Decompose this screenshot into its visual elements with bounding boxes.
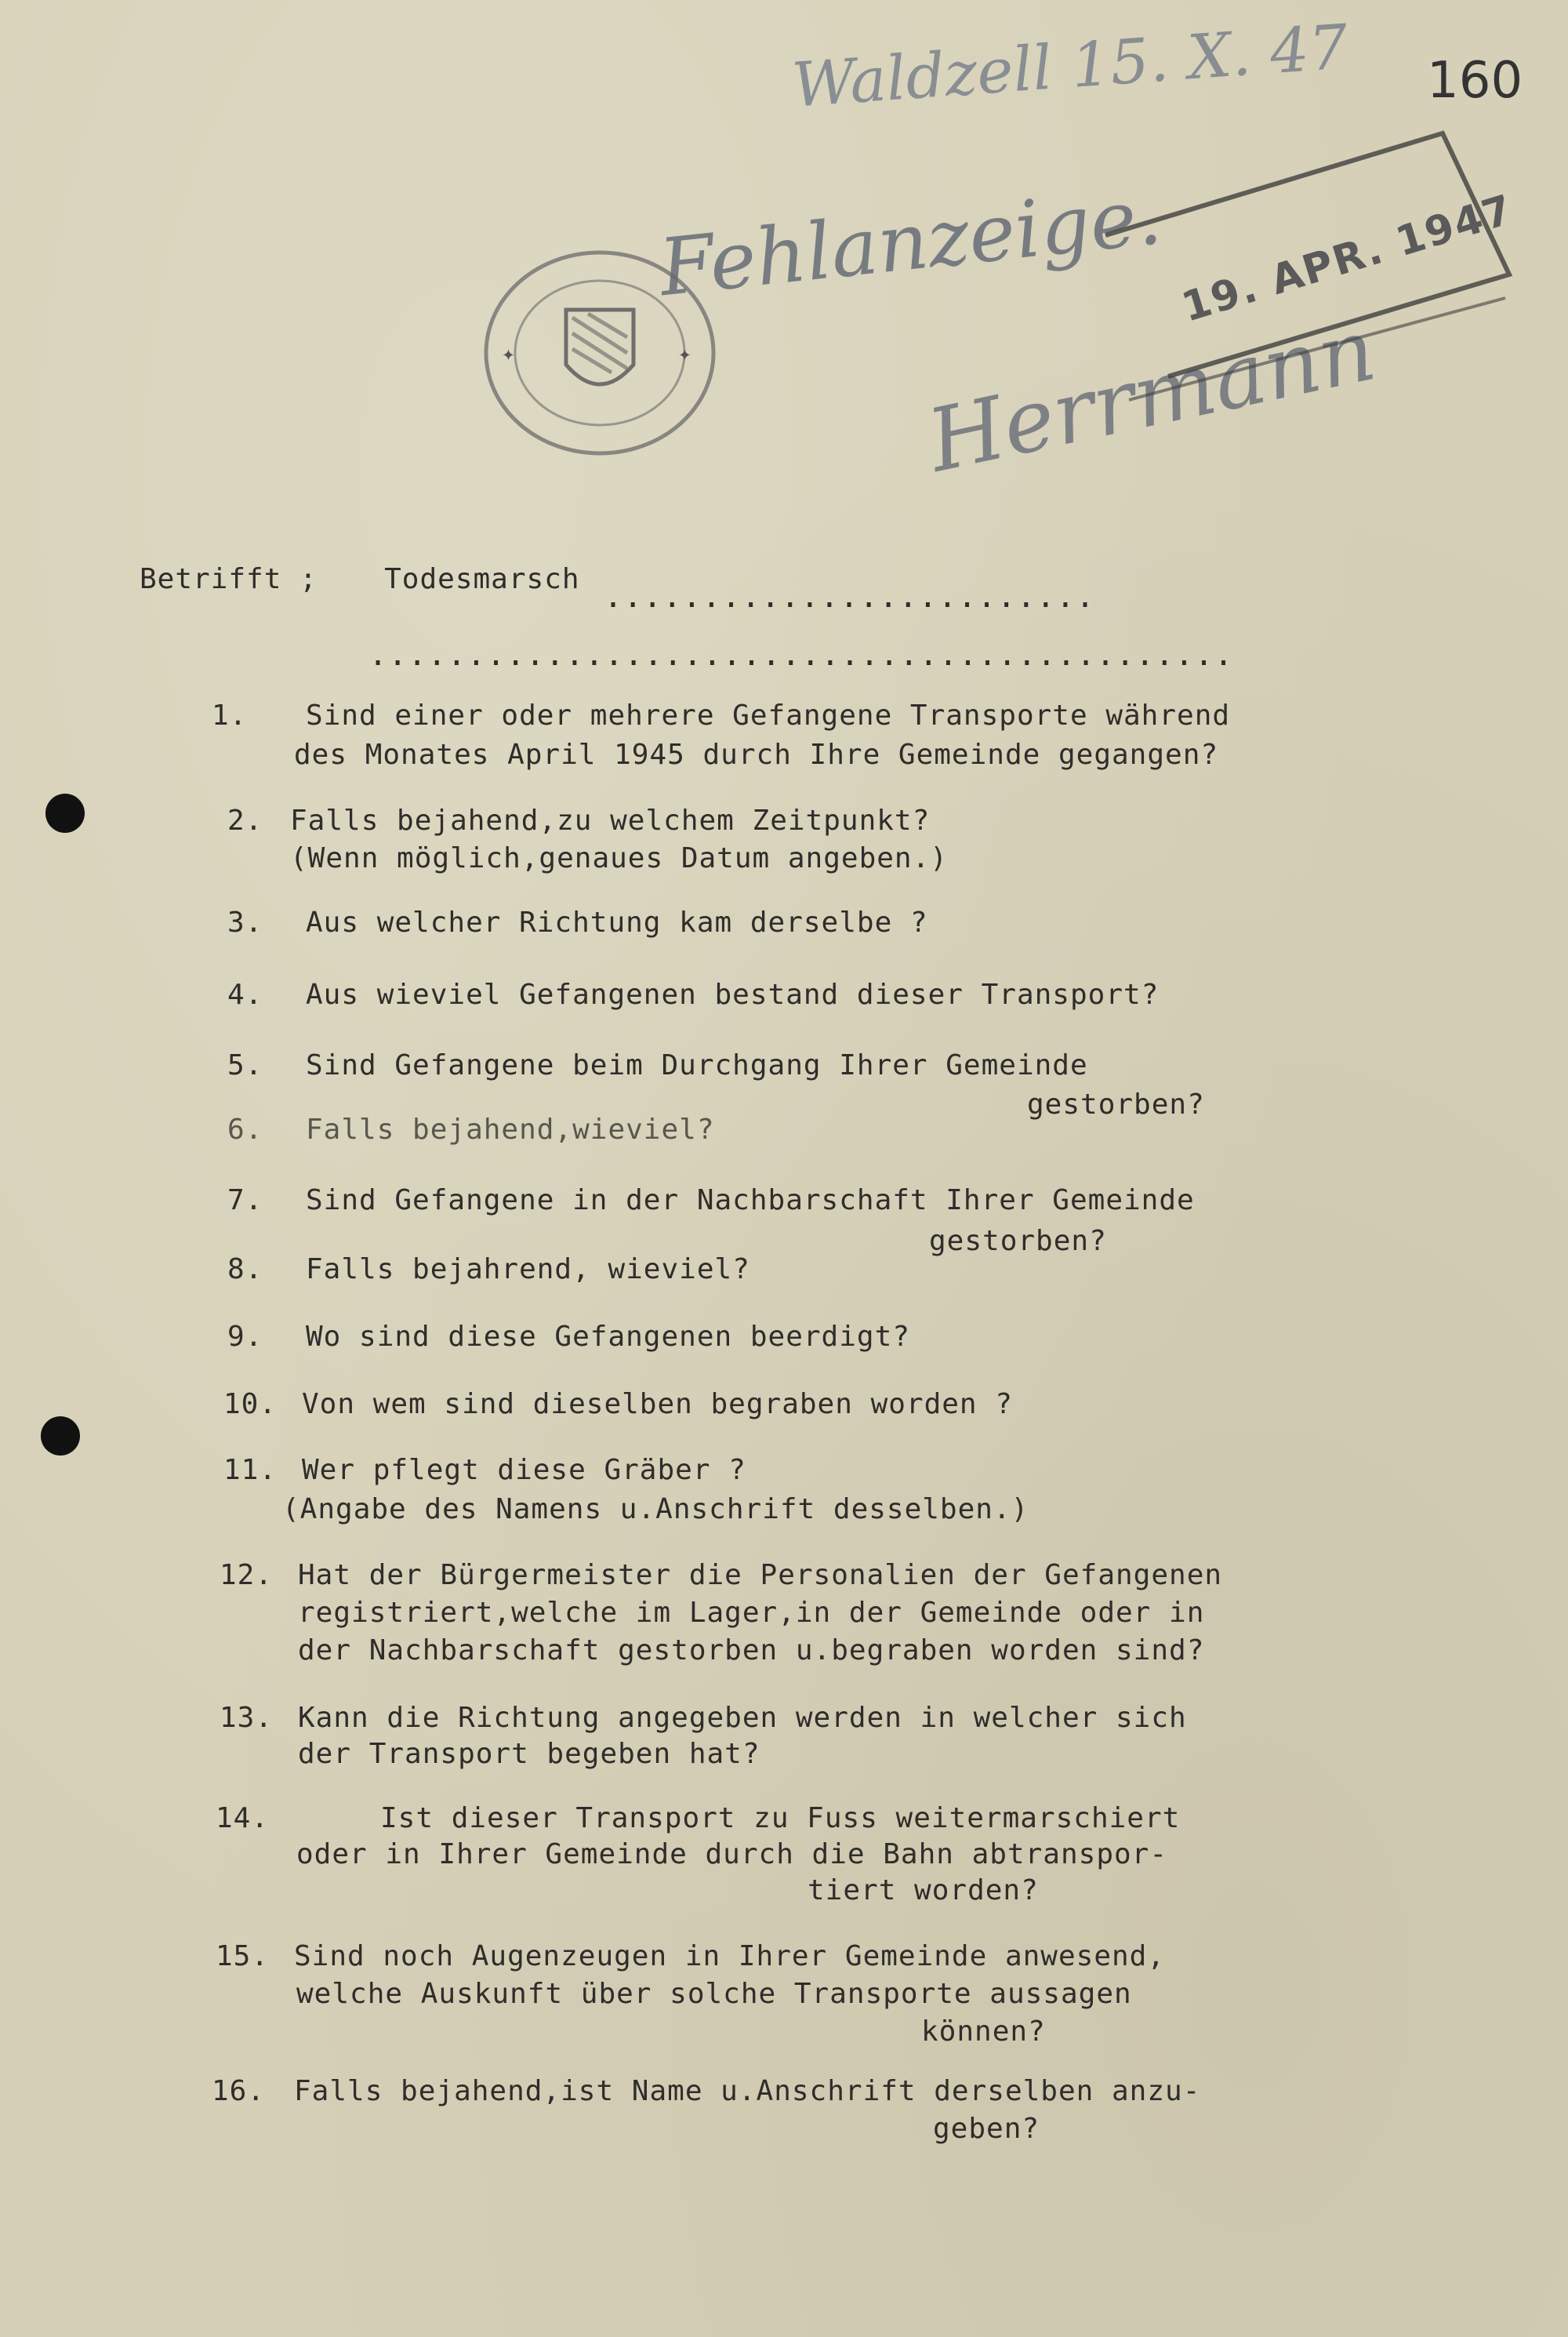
question-number: 1. bbox=[212, 700, 248, 732]
question-text: Von wem sind dieselben begraben worden ? bbox=[302, 1388, 1013, 1420]
question-text: Aus wieviel Gefangenen bestand dieser Transport? bbox=[306, 979, 1160, 1011]
question-number: 7. bbox=[227, 1184, 263, 1216]
question-3 bbox=[227, 907, 928, 939]
question-12 bbox=[220, 1559, 1222, 1591]
svg-text:✦: ✦ bbox=[502, 340, 515, 366]
municipal-seal bbox=[478, 235, 729, 471]
question-number: 9. bbox=[227, 1321, 263, 1353]
question-number: 16. bbox=[212, 2075, 266, 2107]
question-text: (Wenn möglich,genaues Datum angeben.) bbox=[290, 842, 948, 874]
question-text: Wo sind diese Gefangenen beerdigt? bbox=[306, 1321, 910, 1353]
question-text: gestorben? bbox=[929, 1225, 1107, 1257]
question-text: der Nachbarschaft gestorben u.begraben worden sind? bbox=[298, 1634, 1205, 1666]
question-5 bbox=[227, 1049, 1088, 1081]
question-7 bbox=[227, 1184, 1195, 1216]
question-text: (Angabe des Namens u.Anschrift desselben.) bbox=[282, 1493, 1029, 1525]
question-number: 4. bbox=[227, 979, 263, 1011]
svg-text:✦: ✦ bbox=[678, 340, 691, 366]
question-13 bbox=[220, 1702, 1187, 1734]
question-text: welche Auskunft über solche Transporte aussagen bbox=[296, 1978, 1132, 2010]
subject-dots-1: ......................... bbox=[604, 579, 1096, 615]
punch-hole-top bbox=[45, 794, 85, 833]
question-text: gestorben? bbox=[1027, 1089, 1205, 1121]
handwritten-place-date: Waldzell 15. X. 47 bbox=[789, 12, 1351, 122]
question-4 bbox=[227, 979, 1159, 1011]
question-number: 3. bbox=[227, 907, 263, 939]
question-1 bbox=[212, 700, 1230, 732]
question-number: 11. bbox=[223, 1454, 278, 1486]
question-text: Ist dieser Transport zu Fuss weitermarschiert bbox=[380, 1802, 1181, 1834]
date-stamp: 19. APR. 1947 bbox=[1176, 186, 1519, 332]
question-8 bbox=[227, 1253, 750, 1285]
question-text: geben? bbox=[933, 2113, 1040, 2145]
question-number: 14. bbox=[216, 1802, 270, 1834]
question-6 bbox=[227, 1114, 715, 1146]
page-number: 160 bbox=[1427, 52, 1523, 110]
question-text: Sind Gefangene in der Nachbarschaft Ihrer Gemeinde bbox=[306, 1184, 1195, 1216]
question-11 bbox=[223, 1454, 746, 1486]
handwritten-signature: Herrmann bbox=[920, 299, 1384, 492]
handwritten-fehlanzeige: Fehlanzeige. bbox=[655, 169, 1166, 314]
question-text: Sind Gefangene beim Durchgang Ihrer Gemeinde bbox=[306, 1049, 1088, 1081]
question-text: tiert worden? bbox=[808, 1874, 1039, 1906]
question-number: 10. bbox=[223, 1388, 278, 1420]
question-9 bbox=[227, 1321, 910, 1353]
question-2 bbox=[227, 805, 930, 837]
question-text: Falls bejahend,zu welchem Zeitpunkt? bbox=[290, 805, 931, 837]
question-15 bbox=[216, 1940, 1165, 1972]
subject-line bbox=[140, 563, 580, 595]
punch-hole-bottom bbox=[41, 1416, 80, 1456]
seal-icon bbox=[478, 235, 729, 471]
question-10 bbox=[223, 1388, 1013, 1420]
question-number: 6. bbox=[227, 1114, 263, 1146]
question-text: Falls bejahend,ist Name u.Anschrift derselben anzu- bbox=[294, 2075, 1201, 2107]
subject-value: Todesmarsch bbox=[384, 563, 580, 595]
question-14 bbox=[216, 1802, 1180, 1834]
question-text: Kann die Richtung angegeben werden in welcher sich bbox=[298, 1702, 1187, 1734]
question-number: 5. bbox=[227, 1049, 263, 1081]
question-16 bbox=[212, 2075, 1200, 2107]
question-text: des Monates April 1945 durch Ihre Gemeinde gegangen? bbox=[294, 739, 1219, 771]
question-text: Wer pflegt diese Gräber ? bbox=[302, 1454, 746, 1486]
question-number: 8. bbox=[227, 1253, 263, 1285]
question-text: Aus welcher Richtung kam derselbe ? bbox=[306, 907, 928, 939]
question-text: Falls bejahend,wieviel? bbox=[306, 1114, 715, 1146]
question-text: Sind noch Augenzeugen in Ihrer Gemeinde anwesend, bbox=[294, 1940, 1166, 1972]
question-text: Sind einer oder mehrere Gefangene Transporte während bbox=[306, 700, 1231, 732]
question-text: können? bbox=[921, 2015, 1046, 2048]
question-number: 15. bbox=[216, 1940, 270, 1972]
question-text: oder in Ihrer Gemeinde durch die Bahn abtranspor- bbox=[296, 1838, 1168, 1870]
question-number: 2. bbox=[227, 805, 263, 837]
subject-label: Betrifft ; bbox=[140, 563, 318, 595]
subject-dots-2: ............................................ bbox=[368, 637, 1234, 673]
question-text: der Transport begeben hat? bbox=[298, 1738, 760, 1770]
question-number: 12. bbox=[220, 1559, 274, 1591]
question-text: registriert,welche im Lager,in der Gemeinde oder in bbox=[298, 1597, 1205, 1629]
question-text: Falls bejahrend, wieviel? bbox=[306, 1253, 750, 1285]
question-number: 13. bbox=[220, 1702, 274, 1734]
question-text: Hat der Bürgermeister die Personalien der Gefangenen bbox=[298, 1559, 1223, 1591]
